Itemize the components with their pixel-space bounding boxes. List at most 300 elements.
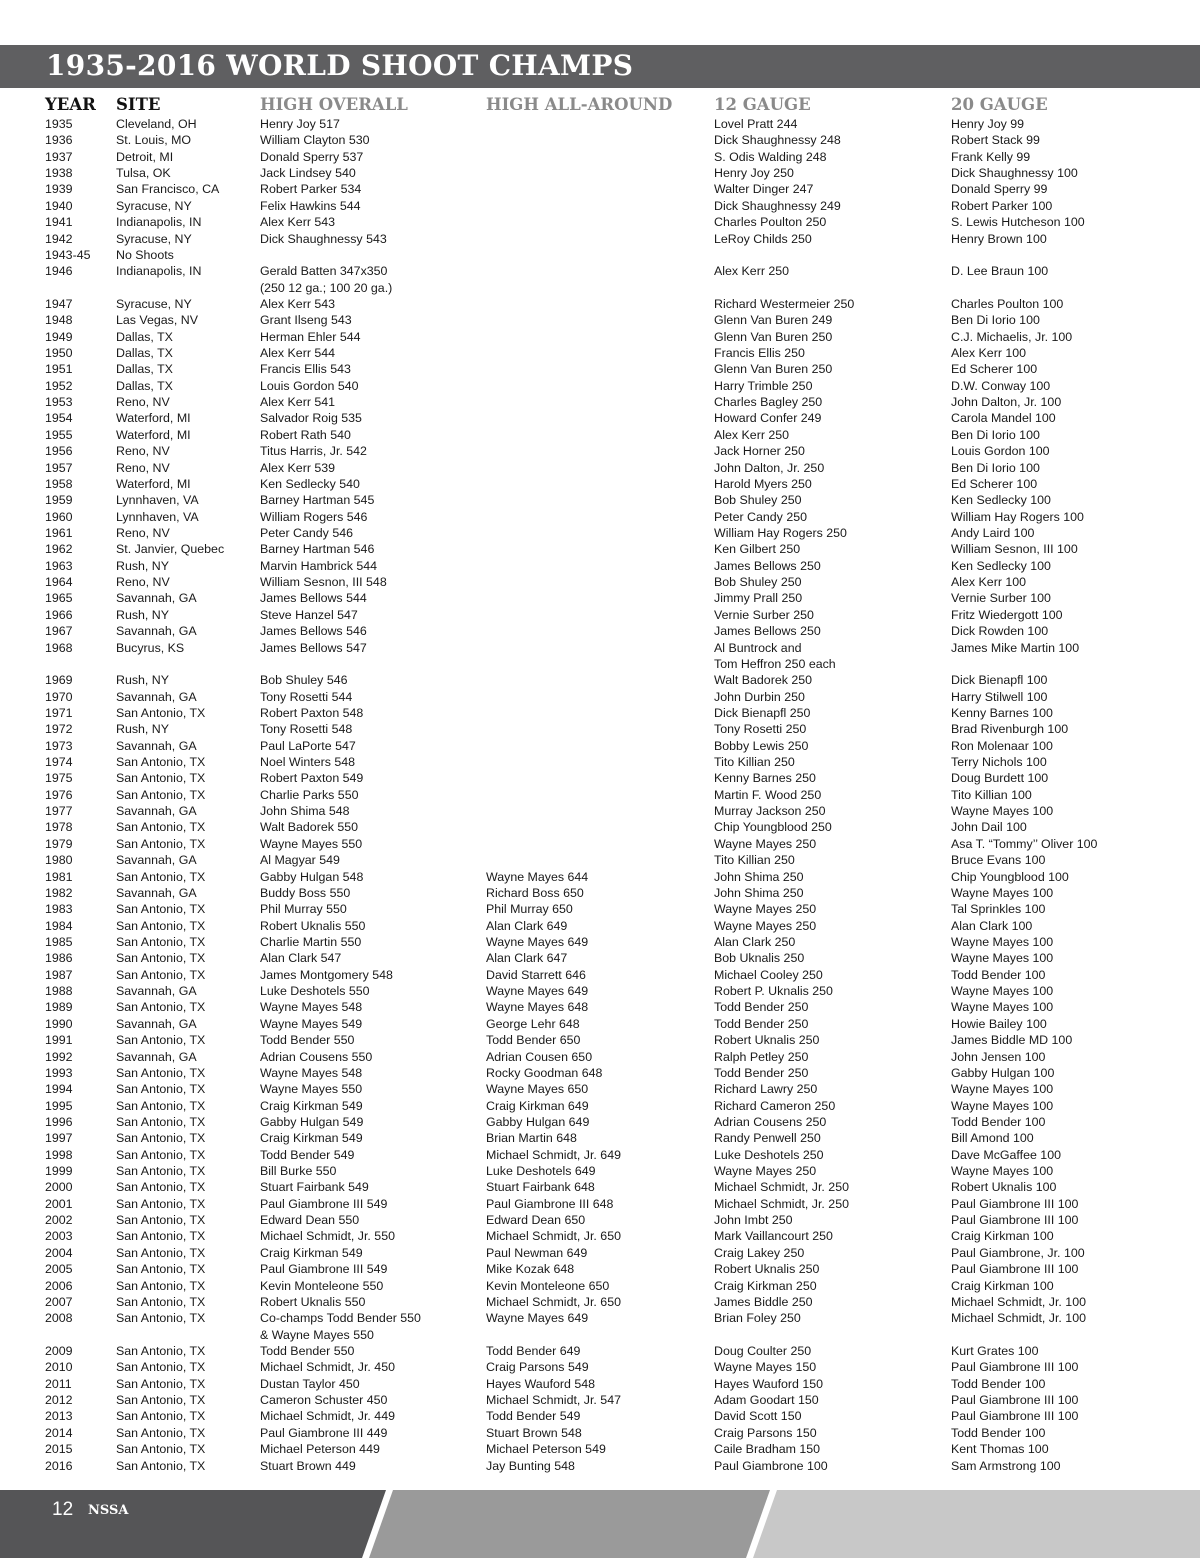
header-12-gauge: 12 GAUGE (714, 95, 811, 114)
gauge-12-cell: Charles Poulton 250 (714, 215, 827, 230)
table-row (0, 1196, 1200, 1212)
site-cell: Rush, NY (116, 558, 170, 573)
gauge-12-cell: Richard Westermeier 250 (714, 296, 855, 311)
publication-name: NSSA (88, 1503, 129, 1518)
year-cell: 1995 (45, 1098, 73, 1113)
year-cell: 1997 (45, 1131, 73, 1146)
high-overall-cell: Tony Rosetti 548 (260, 722, 353, 737)
site-cell: Dallas, TX (116, 362, 173, 377)
year-cell: 1950 (45, 346, 73, 361)
year-cell: 1963 (45, 558, 73, 573)
high-overall-cell: Donald Sperry 537 (260, 149, 364, 164)
page-number: 12 (52, 1499, 74, 1520)
gauge-12-cell: Caile Bradham 150 (714, 1442, 821, 1457)
gauge-20-cell: Kenny Barnes 100 (951, 705, 1053, 720)
table-row (0, 394, 1200, 410)
year-cell: 1990 (45, 1016, 73, 1031)
high-all-around-cell: Craig Parsons 549 (486, 1360, 589, 1375)
table-row (0, 590, 1200, 606)
site-cell: Savannah, GA (116, 1049, 197, 1064)
gauge-20-cell: Wayne Mayes 100 (951, 1098, 1054, 1113)
table-row (0, 1425, 1200, 1441)
high-overall-cell: Steve Hanzel 547 (260, 607, 358, 622)
site-cell: San Antonio, TX (116, 836, 206, 851)
table-row (0, 607, 1200, 623)
table-row (0, 1408, 1200, 1424)
year-cell: 1999 (45, 1164, 73, 1179)
table-row (0, 623, 1200, 639)
high-overall-cell: Michael Peterson 449 (260, 1442, 380, 1457)
site-cell: Reno, NV (116, 575, 170, 590)
gauge-20-cell: James Biddle MD 100 (951, 1033, 1073, 1048)
gauge-20-cell: C.J. Michaelis, Jr. 100 (951, 329, 1073, 344)
gauge-12-cell: Dick Shaughnessy 248 (714, 133, 841, 148)
year-cell: 1940 (45, 198, 73, 213)
gauge-20-cell: Paul Giambrone III 100 (951, 1409, 1079, 1424)
high-overall-cell: Co-champs Todd Bender 550 (260, 1311, 421, 1326)
gauge-20-cell: Wayne Mayes 100 (951, 984, 1054, 999)
high-overall-cell: Luke Deshotels 550 (260, 984, 370, 999)
table-row (0, 165, 1200, 181)
high-overall-cell: Buddy Boss 550 (260, 885, 351, 900)
table-row (0, 460, 1200, 476)
high-all-around-cell: Phil Murray 650 (486, 902, 573, 917)
gauge-20-cell: Howie Bailey 100 (951, 1016, 1047, 1031)
gauge-20-cell: Craig Kirkman 100 (951, 1278, 1054, 1293)
gauge-20-cell: Michael Schmidt, Jr. 100 (951, 1311, 1086, 1326)
year-cell: 1976 (45, 787, 73, 802)
site-cell: San Antonio, TX (116, 935, 206, 949)
gauge-20-cell: Ben Di Iorio 100 (951, 313, 1040, 328)
site-cell: St. Louis, MO (116, 133, 192, 148)
table-row (0, 1392, 1200, 1408)
gauge-20-cell: Paul Giambrone, Jr. 100 (951, 1245, 1085, 1260)
site-cell: San Antonio, TX (116, 1196, 206, 1211)
gauge-12-cell: Glenn Van Buren 250 (714, 362, 833, 377)
year-cell: 1960 (45, 509, 73, 524)
gauge-12-cell: Dick Shaughnessy 249 (714, 198, 841, 213)
site-cell: Dallas, TX (116, 378, 173, 393)
year-cell: 1949 (45, 329, 73, 344)
high-all-around-cell: Michael Peterson 549 (486, 1442, 606, 1457)
gauge-12-cell: Wayne Mayes 250 (714, 918, 817, 933)
high-overall-cell: Paul Giambrone III 549 (260, 1262, 388, 1277)
table-row (0, 1049, 1200, 1065)
gauge-12-cell: Craig Parsons 150 (714, 1425, 817, 1440)
high-all-around-cell: David Starrett 646 (486, 967, 586, 982)
site-cell: San Antonio, TX (116, 1213, 206, 1228)
gauge-12-cell: Craig Lakey 250 (714, 1245, 805, 1260)
gauge-12-cell: John Durbin 250 (714, 689, 805, 704)
site-cell: San Francisco, CA (116, 182, 220, 197)
gauge-12-cell: Wayne Mayes 250 (714, 1164, 817, 1179)
table-row (0, 1114, 1200, 1130)
gauge-12-cell: Bob Shuley 250 (714, 575, 802, 590)
high-overall-cell: Robert Paxton 548 (260, 705, 364, 720)
gauge-20-cell: Paul Giambrone III 100 (951, 1360, 1079, 1375)
high-overall-cell: Wayne Mayes 550 (260, 836, 363, 851)
gauge-12-cell: Wayne Mayes 250 (714, 836, 817, 851)
high-overall-cell: Phil Murray 550 (260, 902, 347, 917)
site-cell: San Antonio, TX (116, 1425, 206, 1440)
high-all-around-cell: Alan Clark 649 (486, 918, 568, 933)
gauge-20-cell: Dick Bienapfl 100 (951, 673, 1048, 688)
high-overall-cell: James Bellows 547 (260, 640, 367, 655)
site-cell: Waterford, MI (116, 427, 191, 442)
site-cell: Indianapolis, IN (116, 215, 202, 230)
high-overall-cell: Michael Schmidt, Jr. 550 (260, 1229, 395, 1244)
year-cell: 1952 (45, 378, 73, 393)
high-overall-cell: Michael Schmidt, Jr. 449 (260, 1409, 395, 1424)
year-cell: 1993 (45, 1065, 73, 1080)
gauge-12-cell: Harold Myers 250 (714, 476, 812, 491)
year-cell: 2010 (45, 1360, 73, 1375)
gauge-12-cell: Michael Schmidt, Jr. 250 (714, 1196, 849, 1211)
year-cell: 1973 (45, 738, 73, 753)
high-overall-cell: Walt Badorek 550 (260, 820, 359, 835)
year-cell: 1987 (45, 967, 73, 982)
high-overall-cell: Craig Kirkman 549 (260, 1245, 363, 1260)
gauge-12-cell: Richard Lawry 250 (714, 1082, 818, 1097)
high-all-around-cell: Alan Clark 647 (486, 951, 568, 966)
site-cell: San Antonio, TX (116, 869, 206, 884)
site-cell: Syracuse, NY (116, 296, 192, 311)
gauge-20-cell: Robert Uknalis 100 (951, 1180, 1057, 1195)
high-all-around-cell: Michael Schmidt, Jr. 547 (486, 1393, 621, 1408)
site-cell: San Antonio, TX (116, 1082, 206, 1097)
high-overall-cell: Bob Shuley 546 (260, 673, 348, 688)
year-cell: 2001 (45, 1196, 73, 1211)
high-all-around-cell: Jay Bunting 548 (486, 1458, 575, 1473)
table-row (0, 819, 1200, 835)
gauge-20-cell: Henry Joy 99 (951, 117, 1025, 131)
table-row (0, 1212, 1200, 1228)
gauge-20-cell: D.W. Conway 100 (951, 378, 1051, 393)
gauge-20-cell: Alex Kerr 100 (951, 346, 1027, 361)
table-row (0, 885, 1200, 901)
year-cell: 1965 (45, 591, 73, 606)
high-overall-cell: Alex Kerr 539 (260, 460, 336, 475)
gauge-12-cell: Walt Badorek 250 (714, 673, 813, 688)
high-overall-cell: Al Magyar 549 (260, 853, 340, 868)
high-overall-cell: Michael Schmidt, Jr. 450 (260, 1360, 395, 1375)
gauge-12-cell: Michael Schmidt, Jr. 250 (714, 1180, 849, 1195)
high-all-around-cell: Luke Deshotels 649 (486, 1164, 596, 1179)
gauge-20-cell: Wayne Mayes 100 (951, 951, 1054, 966)
site-cell: San Antonio, TX (116, 787, 206, 802)
site-cell: Dallas, TX (116, 346, 173, 361)
gauge-12-cell: LeRoy Childs 250 (714, 231, 812, 246)
high-all-around-cell: Richard Boss 650 (486, 885, 584, 900)
table-row (0, 1245, 1200, 1261)
site-cell: San Antonio, TX (116, 1114, 206, 1129)
high-all-around-cell: Wayne Mayes 649 (486, 984, 589, 999)
site-cell: Savannah, GA (116, 885, 197, 900)
gauge-12-cell: Glenn Van Buren 249 (714, 313, 833, 328)
high-overall-cell: Wayne Mayes 549 (260, 1016, 363, 1031)
table-row (0, 361, 1200, 377)
high-overall-cell: Todd Bender 550 (260, 1344, 355, 1358)
gauge-20-cell: Wayne Mayes 100 (951, 804, 1054, 819)
gauge-12-cell: Brian Foley 250 (714, 1311, 801, 1326)
table-row (0, 1441, 1200, 1457)
year-cell: 1972 (45, 722, 73, 737)
site-cell: Tulsa, OK (116, 166, 171, 181)
year-cell: 2004 (45, 1245, 73, 1260)
table-row (0, 214, 1200, 230)
header-year: YEAR (45, 95, 96, 114)
site-cell: San Antonio, TX (116, 1000, 206, 1015)
gauge-20-cell: Sam Armstrong 100 (951, 1458, 1061, 1473)
gauge-20-cell: Ed Scherer 100 (951, 362, 1038, 377)
table-row (0, 738, 1200, 754)
gauge-12-cell: Chip Youngblood 250 (714, 820, 832, 835)
high-overall-cell: Bill Burke 550 (260, 1164, 337, 1179)
high-overall-cell: Robert Paxton 549 (260, 771, 364, 786)
table-row (0, 869, 1200, 885)
site-cell: Savannah, GA (116, 738, 197, 753)
table-row (0, 1458, 1200, 1474)
site-cell: Detroit, MI (116, 149, 174, 164)
table-row (0, 296, 1200, 312)
year-cell: 1985 (45, 935, 73, 949)
high-overall-cell: Paul Giambrone III 449 (260, 1425, 388, 1440)
site-cell: San Antonio, TX (116, 1033, 206, 1048)
year-cell: 1979 (45, 836, 73, 851)
table-row (0, 1016, 1200, 1032)
site-cell: Indianapolis, IN (116, 264, 202, 279)
year-cell: 2014 (45, 1425, 73, 1440)
table-row (0, 1098, 1200, 1114)
year-cell: 1948 (45, 313, 73, 328)
footer-mid-band (369, 1490, 770, 1558)
table-row (0, 1228, 1200, 1244)
year-cell: 1946 (45, 264, 73, 279)
high-overall-cell: Alex Kerr 541 (260, 395, 336, 410)
high-overall-cell: Marvin Hambrick 544 (260, 558, 378, 573)
gauge-20-cell: Kurt Grates 100 (951, 1344, 1039, 1358)
gauge-20-cell: Paul Giambrone III 100 (951, 1196, 1079, 1211)
site-cell: San Antonio, TX (116, 967, 206, 982)
high-overall-cell: Salvador Roig 535 (260, 411, 362, 426)
site-cell: Reno, NV (116, 395, 170, 410)
gauge-12-cell: Murray Jackson 250 (714, 804, 826, 819)
table-row (0, 263, 1200, 296)
table-row (0, 803, 1200, 819)
site-cell: San Antonio, TX (116, 1164, 206, 1179)
year-cell: 2009 (45, 1344, 73, 1358)
table-row (0, 181, 1200, 197)
table-row (0, 345, 1200, 361)
gauge-20-cell: Vernie Surber 100 (951, 591, 1051, 606)
table-row (0, 918, 1200, 934)
gauge-12-cell: John Shima 250 (714, 869, 804, 884)
high-overall-cell: Noel Winters 548 (260, 755, 356, 770)
gauge-20-cell: Wayne Mayes 100 (951, 1000, 1054, 1015)
site-cell: Rush, NY (116, 673, 170, 688)
year-cell: 1951 (45, 362, 73, 377)
site-cell: San Antonio, TX (116, 820, 206, 835)
high-overall-cell: Edward Dean 550 (260, 1213, 360, 1228)
gauge-12-cell: James Biddle 250 (714, 1294, 813, 1309)
gauge-20-cell: Robert Stack 99 (951, 133, 1040, 148)
gauge-20-cell: Ben Di Iorio 100 (951, 427, 1040, 442)
table-row (0, 410, 1200, 426)
gauge-12-cell: Glenn Van Buren 250 (714, 329, 833, 344)
header-20-gauge: 20 GAUGE (951, 95, 1048, 114)
header-high-overall: HIGH OVERALL (260, 95, 408, 114)
gauge-12-cell: Alex Kerr 250 (714, 427, 790, 442)
table-row (0, 116, 1200, 132)
table-row (0, 574, 1200, 590)
gauge-12-cell: Adam Goodart 150 (714, 1393, 819, 1408)
high-overall-cell-continued: & Wayne Mayes 550 (260, 1327, 374, 1342)
table-row (0, 999, 1200, 1015)
year-cell: 1986 (45, 951, 73, 966)
gauge-12-cell: Robert Uknalis 250 (714, 1033, 820, 1048)
year-cell: 1953 (45, 395, 73, 410)
site-cell: San Antonio, TX (116, 1245, 206, 1260)
high-overall-cell: Alex Kerr 543 (260, 296, 336, 311)
table-row (0, 492, 1200, 508)
table-row (0, 901, 1200, 917)
table-row (0, 427, 1200, 443)
gauge-12-cell: Walter Dinger 247 (714, 182, 814, 197)
table-row (0, 1294, 1200, 1310)
table-row (0, 1179, 1200, 1195)
high-all-around-cell: Rocky Goodman 648 (486, 1065, 603, 1080)
gauge-12-cell: Wayne Mayes 150 (714, 1360, 817, 1375)
site-cell: Savannah, GA (116, 984, 197, 999)
high-overall-cell: Alex Kerr 544 (260, 346, 336, 361)
gauge-20-cell: Ron Molenaar 100 (951, 738, 1053, 753)
high-overall-cell: Charlie Martin 550 (260, 935, 362, 949)
site-cell: San Antonio, TX (116, 1131, 206, 1146)
year-cell: 1956 (45, 444, 73, 459)
high-overall-cell: Grant Ilseng 543 (260, 313, 352, 328)
gauge-12-cell: James Bellows 250 (714, 624, 821, 639)
gauge-12-cell: Tito Killian 250 (714, 755, 795, 770)
high-overall-cell: Titus Harris, Jr. 542 (260, 444, 367, 459)
table-row (0, 312, 1200, 328)
high-overall-cell: Peter Candy 546 (260, 526, 353, 540)
table-row (0, 1065, 1200, 1081)
table-row (0, 1032, 1200, 1048)
table-row (0, 689, 1200, 705)
gauge-12-cell: Robert P. Uknalis 250 (714, 984, 833, 999)
table-row (0, 558, 1200, 574)
footer-light-band (753, 1490, 1200, 1558)
gauge-20-cell: Michael Schmidt, Jr. 100 (951, 1294, 1086, 1309)
high-overall-cell: Wayne Mayes 548 (260, 1065, 363, 1080)
site-cell: San Antonio, TX (116, 1458, 206, 1473)
high-overall-cell: Dick Shaughnessy 543 (260, 231, 387, 246)
gauge-12-cell: Howard Confer 249 (714, 411, 822, 426)
table-row (0, 1310, 1200, 1343)
high-overall-cell: Barney Hartman 545 (260, 493, 375, 508)
year-cell: 1961 (45, 526, 73, 540)
year-cell: 2006 (45, 1278, 73, 1293)
gauge-20-cell: John Dalton, Jr. 100 (951, 395, 1062, 410)
year-cell: 2012 (45, 1393, 73, 1408)
gauge-12-cell: Francis Ellis 250 (714, 346, 805, 361)
gauge-12-cell: Henry Joy 250 (714, 166, 794, 181)
gauge-20-cell: Paul Giambrone III 100 (951, 1262, 1079, 1277)
high-all-around-cell: Hayes Wauford 548 (486, 1376, 596, 1391)
high-all-around-cell: Edward Dean 650 (486, 1213, 586, 1228)
high-overall-cell: Tony Rosetti 544 (260, 689, 353, 704)
gauge-12-cell: William Hay Rogers 250 (714, 526, 847, 540)
site-cell: San Antonio, TX (116, 951, 206, 966)
site-cell: San Antonio, TX (116, 771, 206, 786)
table-row (0, 721, 1200, 737)
year-cell: 1970 (45, 689, 73, 704)
gauge-12-cell: Doug Coulter 250 (714, 1344, 812, 1358)
site-cell: Savannah, GA (116, 591, 197, 606)
table-row (0, 950, 1200, 966)
gauge-20-cell: D. Lee Braun 100 (951, 264, 1049, 279)
gauge-20-cell: Tal Sprinkles 100 (951, 902, 1046, 917)
gauge-20-cell: Paul Giambrone III 100 (951, 1393, 1079, 1408)
gauge-12-cell: David Scott 150 (714, 1409, 802, 1424)
site-cell: St. Janvier, Quebec (116, 542, 225, 557)
gauge-20-cell: Alan Clark 100 (951, 918, 1033, 933)
gauge-12-cell: Al Buntrock and (714, 640, 802, 655)
gauge-20-cell: William Sesnon, III 100 (951, 542, 1078, 557)
gauge-12-cell: Dick Bienapfl 250 (714, 705, 811, 720)
gauge-20-cell: Andy Laird 100 (951, 526, 1035, 540)
gauge-12-cell: Bob Uknalis 250 (714, 951, 805, 966)
high-overall-cell: Robert Parker 534 (260, 182, 362, 197)
high-all-around-cell: Michael Schmidt, Jr. 650 (486, 1229, 621, 1244)
header-site: SITE (116, 95, 161, 114)
table-row (0, 640, 1200, 673)
table-row (0, 198, 1200, 214)
year-cell: 1957 (45, 460, 73, 475)
gauge-12-cell: Lovel Pratt 244 (714, 117, 798, 131)
year-cell: 1991 (45, 1033, 73, 1048)
gauge-12-cell: Ralph Petley 250 (714, 1049, 809, 1064)
site-cell: Cleveland, OH (116, 117, 197, 131)
title-bar (0, 45, 1200, 88)
gauge-12-cell: Bobby Lewis 250 (714, 738, 809, 753)
gauge-20-cell: S. Lewis Hutcheson 100 (951, 215, 1085, 230)
site-cell: San Antonio, TX (116, 1344, 206, 1358)
page-title: 1935-2016 WORLD SHOOT CHAMPS (46, 49, 634, 82)
table-row (0, 1081, 1200, 1097)
gauge-20-cell: Todd Bender 100 (951, 1425, 1046, 1440)
gauge-12-cell: Charles Bagley 250 (714, 395, 823, 410)
year-cell: 1971 (45, 705, 73, 720)
table-row (0, 132, 1200, 148)
site-cell: Savannah, GA (116, 624, 197, 639)
table-row (0, 1278, 1200, 1294)
high-overall-cell: Todd Bender 549 (260, 1147, 355, 1162)
gauge-12-cell: Paul Giambrone 100 (714, 1458, 828, 1473)
site-cell: Dallas, TX (116, 329, 173, 344)
high-overall-cell: Wayne Mayes 548 (260, 1000, 363, 1015)
high-overall-cell: James Montgomery 548 (260, 967, 393, 982)
high-overall-cell: Stuart Brown 449 (260, 1458, 356, 1473)
year-cell: 1978 (45, 820, 73, 835)
year-cell: 1955 (45, 427, 73, 442)
gauge-20-cell: Tito Killian 100 (951, 787, 1032, 802)
site-cell: San Antonio, TX (116, 1442, 206, 1457)
gauge-20-cell: Wayne Mayes 100 (951, 935, 1054, 949)
high-overall-cell: Kevin Monteleone 550 (260, 1278, 384, 1293)
gauge-20-cell: Wayne Mayes 100 (951, 885, 1054, 900)
high-all-around-cell: George Lehr 648 (486, 1016, 580, 1031)
